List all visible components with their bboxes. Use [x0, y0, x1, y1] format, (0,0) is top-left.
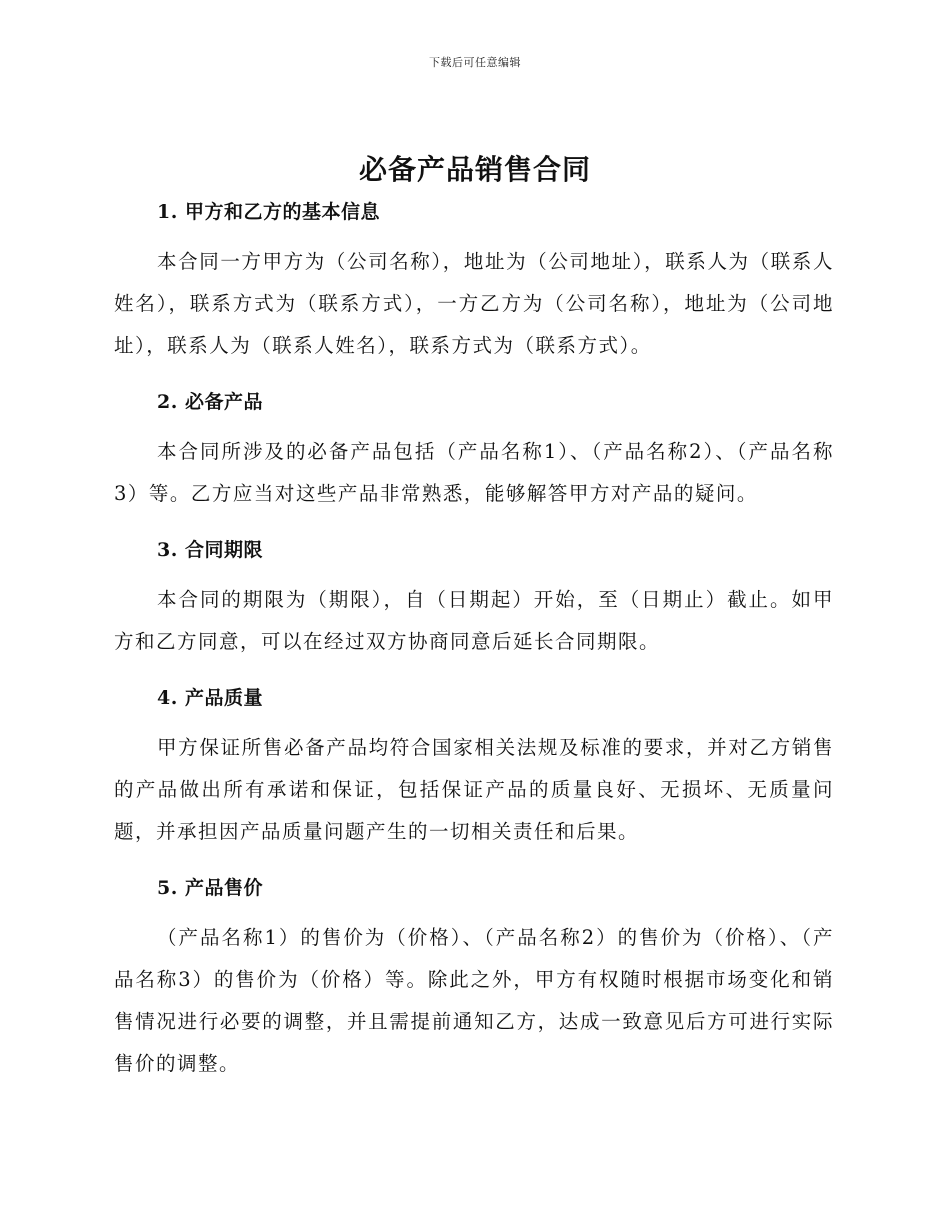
section-product-price — [114, 871, 834, 1085]
header-note: 下载后可任意编辑 — [429, 56, 521, 69]
section-paragraph: （产品名称1）的售价为（价格）、（产品名称2）的售价为（价格）、（产品名称3）的售价为（价格）等。除此之外，甲方有权随时根据市场变化和销售情况进行必要的调整，并且需提前通知乙方，达成一致意见后方可进行实际售价的调整。 — [114, 926, 834, 1075]
section-basic-info — [114, 195, 834, 367]
section-required-products — [114, 385, 834, 515]
section-heading: 5. 产品售价 — [157, 877, 263, 899]
section-paragraph: 甲方保证所售必备产品均符合国家相关法规及标准的要求，并对乙方销售的产品做出所有承诺和保证，包括保证产品的质量良好、无损坏、无质量问题，并承担因产品质量问题产生的一切相关责任和后果。 — [114, 736, 834, 843]
section-paragraph: 本合同一方甲方为（公司名称），地址为（公司地址），联系人为（联系人姓名），联系方式为（联系方式），一方乙方为（公司名称），地址为（公司地址），联系人为（联系人姓名），联系方式为（联系方式）。 — [114, 250, 834, 357]
section-paragraph: 本合同所涉及的必备产品包括（产品名称1）、（产品名称2）、（产品名称3）等。乙方应当对这些产品非常熟悉，能够解答甲方对产品的疑问。 — [114, 440, 834, 505]
section-heading: 2. 必备产品 — [157, 391, 263, 413]
section-paragraph: 本合同的期限为（期限），自（日期起）开始，至（日期止）截止。如甲方和乙方同意，可以在经过双方协商同意后延长合同期限。 — [114, 588, 834, 653]
section-heading: 4. 产品质量 — [157, 687, 263, 709]
section-heading: 3. 合同期限 — [157, 539, 263, 561]
section-heading: 1. 甲方和乙方的基本信息 — [157, 201, 380, 223]
section-contract-term — [114, 533, 834, 663]
document-body — [114, 195, 834, 1103]
section-product-quality — [114, 681, 834, 853]
document-title: 必备产品销售合同 — [358, 153, 591, 186]
